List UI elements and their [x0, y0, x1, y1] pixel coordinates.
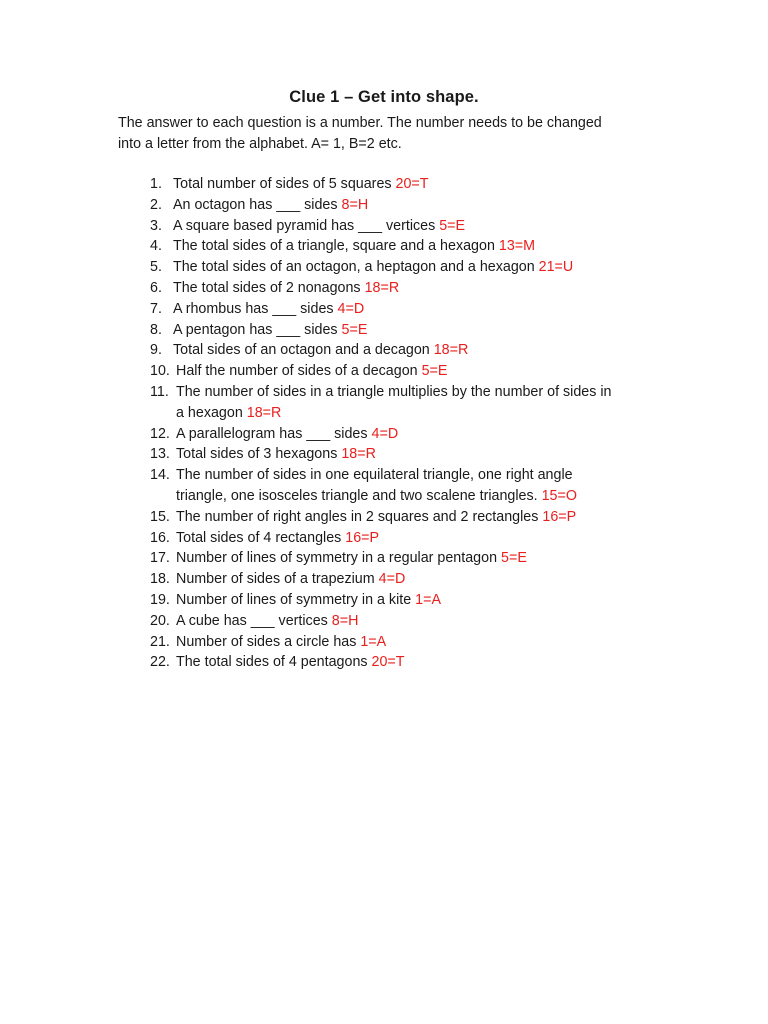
question-item [118, 611, 678, 632]
question-number: 6. [150, 279, 162, 296]
intro-paragraph [118, 113, 658, 155]
question-number: 10. [150, 363, 170, 380]
question-text: A rhombus has ___ sides [173, 300, 338, 317]
question-number: 1. [150, 176, 162, 192]
question-text: Number of lines of symmetry in a regular pentagon [176, 550, 502, 567]
question-item [118, 299, 678, 320]
question-answer: 18=R [364, 279, 400, 296]
question-item [118, 216, 678, 237]
question-text: Total number of sides of 5 squares [173, 176, 396, 192]
question-item [118, 569, 678, 590]
question-number: 18. [150, 571, 170, 588]
question-text: A square based pyramid has ___ vertices [173, 217, 440, 234]
question-text: The number of sides in a triangle multiplies by the number of sides in [176, 383, 612, 400]
question-answer: 4=D [371, 425, 399, 442]
question-text-continued: triangle, one isosceles triangle and two scalene triangles. [176, 487, 542, 504]
question-text: The number of sides in one equilateral triangle, one right angle [176, 467, 573, 484]
question-number: 9. [150, 342, 162, 359]
question-answer: 5=E [501, 550, 527, 567]
question-text: The total sides of 4 pentagons [176, 654, 372, 671]
question-number: 19. [150, 591, 170, 608]
intro-line-2: into a letter from the alphabet. A= 1, B=2 etc. [118, 136, 402, 152]
question-answer: 8=H [341, 196, 369, 213]
question-text: The total sides of 2 nonagons [173, 279, 365, 296]
question-number: 21. [150, 633, 170, 650]
question-item [118, 174, 678, 195]
question-number: 16. [150, 529, 170, 546]
question-number: 8. [150, 321, 162, 338]
question-text: The total sides of a triangle, square and a hexagon [173, 238, 499, 255]
question-item [118, 465, 678, 507]
question-answer: 21=U [538, 259, 574, 276]
question-item [118, 590, 678, 611]
question-text: Total sides of 4 rectangles [176, 529, 346, 546]
question-number: 22. [150, 654, 170, 671]
question-number: 11. [150, 383, 169, 400]
question-item [118, 632, 678, 653]
question-item [118, 548, 678, 569]
question-number: 4. [150, 238, 162, 255]
question-number: 15. [150, 508, 170, 525]
question-text: Number of lines of symmetry in a kite [176, 591, 416, 608]
question-answer: 13=M [498, 238, 536, 255]
question-text: Total sides of an octagon and a decagon [173, 342, 434, 359]
question-answer: 1=A [415, 591, 441, 608]
question-answer: 5=E [421, 363, 448, 380]
question-number: 20. [150, 612, 170, 629]
question-answer: 1=A [360, 633, 387, 650]
question-answer: 5=E [341, 321, 368, 338]
question-answer: 4=D [378, 571, 406, 588]
question-text: Total sides of 3 hexagons [176, 446, 342, 463]
question-answer: 18=R [433, 342, 469, 359]
question-item [118, 340, 678, 361]
question-text: An octagon has ___ sides [173, 196, 342, 213]
question-text-continued: a hexagon [176, 404, 247, 421]
question-answer: 15=O [541, 487, 577, 504]
question-item [118, 278, 678, 299]
page-title: Clue 1 – Get into shape. [289, 88, 479, 106]
question-item [118, 424, 678, 445]
question-answer: 16=P [345, 529, 380, 546]
question-number: 3. [150, 217, 162, 234]
question-item [118, 236, 678, 257]
question-text: A parallelogram has ___ sides [176, 425, 372, 442]
question-item [118, 652, 678, 673]
question-number: 17. [150, 550, 170, 567]
question-list [118, 174, 678, 673]
question-text: A cube has ___ vertices [176, 612, 332, 629]
question-answer: 5=E [439, 217, 466, 234]
question-answer: 18=R [246, 404, 282, 421]
question-item [118, 320, 678, 341]
question-text: The total sides of an octagon, a heptagon and a hexagon [173, 259, 539, 276]
question-number: 7. [150, 300, 162, 317]
question-item [118, 444, 678, 465]
intro-line-1: The answer to each question is a number. The number needs to be changed [118, 115, 602, 131]
question-answer: 20=T [371, 654, 405, 671]
question-item [118, 382, 678, 424]
question-answer: 16=P [542, 508, 577, 525]
question-item [118, 257, 678, 278]
question-text: Number of sides of a trapezium [176, 571, 379, 588]
question-item [118, 528, 678, 549]
question-text: A pentagon has ___ sides [173, 321, 342, 338]
question-item [118, 195, 678, 216]
question-answer: 20=T [395, 176, 429, 192]
question-item [118, 507, 678, 528]
question-text: The number of right angles in 2 squares and 2 rectangles [176, 508, 543, 525]
question-answer: 8=H [331, 612, 359, 629]
question-number: 2. [150, 196, 162, 213]
question-answer: 18=R [341, 446, 376, 463]
question-number: 5. [150, 259, 162, 276]
question-text: Number of sides a circle has [176, 633, 361, 650]
question-item [118, 361, 678, 382]
question-answer: 4=D [337, 300, 365, 317]
question-number: 13. [150, 446, 170, 463]
question-number: 12. [150, 425, 170, 442]
question-number: 14. [150, 467, 170, 484]
question-text: Half the number of sides of a decagon [176, 363, 422, 380]
